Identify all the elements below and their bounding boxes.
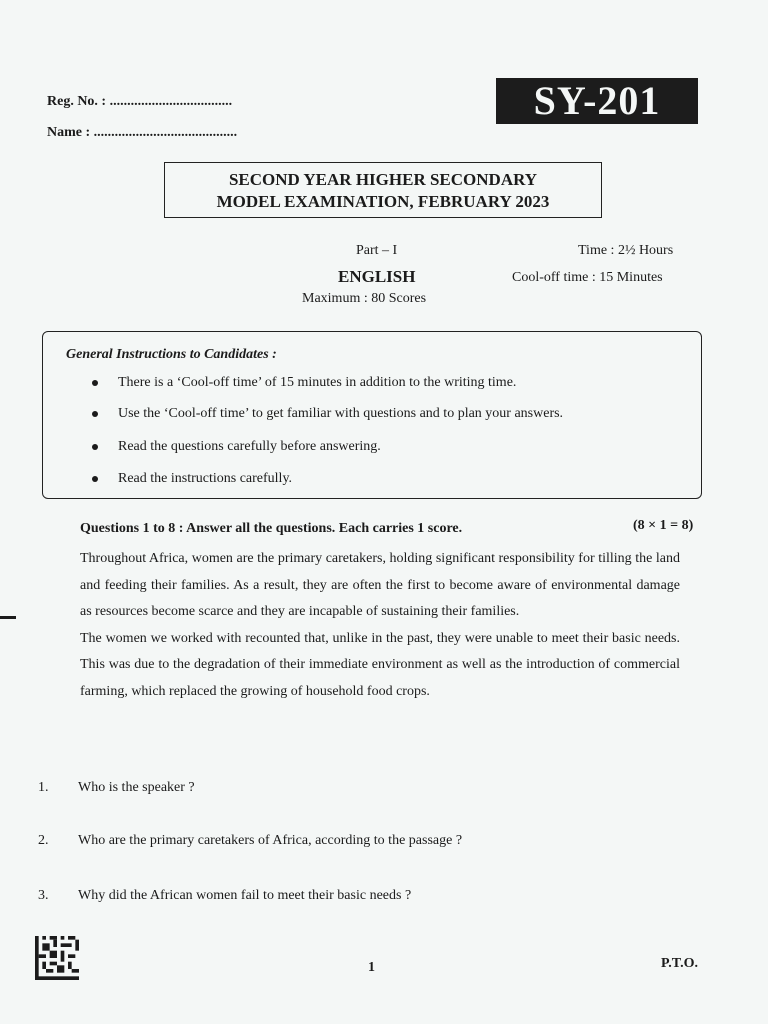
subject-label: ENGLISH [338, 267, 416, 286]
bullet-icon [92, 444, 98, 450]
reg-no-label: Reg. No. : ................................... [47, 94, 233, 109]
exam-title-line1: SECOND YEAR HIGHER SECONDARY [228, 170, 538, 189]
question-text: Who is the speaker ? [78, 780, 195, 795]
qr-code-icon [34, 936, 80, 980]
name-label: Name : ......................................... [47, 125, 238, 140]
time-label: Time : 2½ Hours [578, 243, 674, 258]
pto-label: P.T.O. [661, 956, 698, 971]
question-number: 3. [38, 888, 49, 903]
bullet-icon [92, 476, 98, 482]
part-label: Part – I [356, 243, 398, 258]
question-text: Who are the primary caretakers of Africa, according to the passage ? [78, 833, 463, 848]
question-number: 1. [38, 780, 49, 795]
bullet-icon [92, 380, 98, 386]
question-item [38, 888, 411, 904]
bullet-icon [92, 411, 98, 417]
question-number: 2. [38, 833, 49, 848]
instruction-item: Read the instructions carefully. [92, 471, 292, 487]
passage-paragraph-1: Throughout Africa, women are the primary caretakers, holding significant responsibility for tilling the land and feeding their families. As a result, they are often the first to become aware of environmental damage as resources become scarce and they are incapable of sustaining their families. [80, 551, 680, 619]
question-item [38, 780, 195, 796]
passage-paragraph-2: The women we worked with recounted that, unlike in the past, they were unable to meet their basic needs. This was due to the degradation of their immediate environment as well as the introduction of commercial farming, which replaced the growing of household food crops. [80, 630, 680, 699]
margin-mark [0, 616, 16, 619]
cool-off-label: Cool-off time : 15 Minutes [512, 270, 663, 285]
section-heading: Questions 1 to 8 : Answer all the questions. Each carries 1 score. [80, 521, 463, 536]
exam-title-box [164, 162, 602, 218]
exam-title-line2: MODEL EXAMINATION, FEBRUARY 2023 [216, 192, 550, 211]
instruction-item: There is a ‘Cool-off time’ of 15 minutes in addition to the writing time. [92, 375, 516, 391]
instruction-item: Read the questions carefully before answering. [92, 439, 381, 455]
instructions-title: General Instructions to Candidates : [66, 347, 277, 362]
page-number: 1 [368, 960, 375, 975]
question-item [38, 833, 462, 849]
paper-code: SY-201 [496, 78, 698, 124]
question-text: Why did the African women fail to meet their basic needs ? [78, 888, 412, 903]
section-marks: (8 × 1 = 8) [633, 518, 694, 533]
max-scores-label: Maximum : 80 Scores [302, 291, 427, 306]
reading-passage [80, 546, 680, 705]
instruction-item: Use the ‘Cool-off time’ to get familiar with questions and to plan your answers. [92, 406, 563, 422]
